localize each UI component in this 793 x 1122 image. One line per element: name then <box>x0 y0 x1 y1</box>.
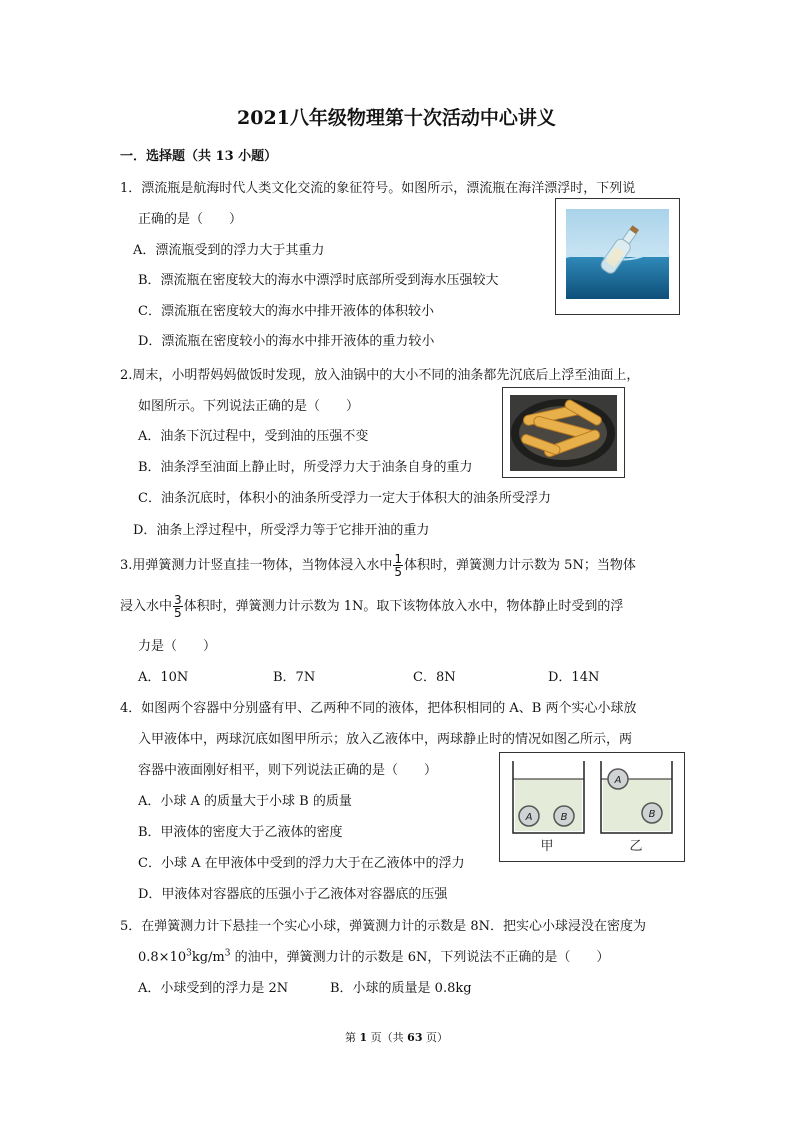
fraction-three-fifths <box>173 594 183 619</box>
containers-figure <box>499 752 685 862</box>
q5-stem-line1: 5．在弹簧测力计下悬挂一个实心小球，弹簧测力计的示数是 8N．把实心小球浸没在密度为 <box>120 919 647 934</box>
fraction-numerator: 1 <box>394 552 403 566</box>
q3-line1-part2: 体积时，弹簧测力计示数为 5N；当物体 <box>404 558 636 573</box>
fraction-denominator: 5 <box>174 606 182 620</box>
q3-line1-part1: 3.用弹簧测力计竖直挂一物体，当物体浸入水中 <box>120 558 393 573</box>
container-label-jia: 甲 <box>540 839 554 854</box>
q3-stem-line1 <box>120 553 636 578</box>
q1-option-d: D．漂流瓶在密度较小的海水中排开液体的重力较小 <box>138 334 435 349</box>
q1-option-b: B．漂流瓶在密度较大的海水中漂浮时底部所受到海水压强较大 <box>138 273 499 288</box>
q2-stem-line2: 如图所示。下列说法正确的是（ ） <box>138 399 360 414</box>
drifting-bottle-image <box>556 199 679 314</box>
q3-option-c: C．8N <box>413 670 456 685</box>
page-footer <box>0 1029 793 1045</box>
fraction-numerator: 3 <box>174 593 182 607</box>
q1-stem-line1: 1．漂流瓶是航海时代人类文化交流的象征符号。如图所示，漂流瓶在海洋漂浮时，下列说 <box>120 181 636 196</box>
q2-stem-line1: 2.周末，小明帮妈妈做饭时发现，放入油锅中的大小不同的油条都先沉底后上浮至油面上， <box>120 368 640 383</box>
q5-exponent: 3 <box>186 948 192 959</box>
q4-stem-line2: 入甲液体中，两球沉底如图甲所示；放入乙液体中，两球静止时的情况如图乙所示，两 <box>138 732 633 747</box>
q3-option-b: B．7N <box>273 670 316 685</box>
q2-option-a: A．油条下沉过程中，受到油的压强不变 <box>138 429 369 444</box>
container-label-yi: 乙 <box>629 839 643 854</box>
fried-dough-image <box>503 388 624 477</box>
q3-option-d: D．14N <box>548 670 600 685</box>
ball-a-label-right: A <box>614 775 622 786</box>
footer-page-number: 1 <box>359 1031 368 1044</box>
q5-unit-exponent: 3 <box>224 948 231 959</box>
q4-option-b: B．甲液体的密度大于乙液体的密度 <box>138 825 343 840</box>
q3-line2-part1: 浸入水中 <box>120 599 173 614</box>
youtiao-figure <box>502 387 625 478</box>
q4-stem-line1: 4．如图两个容器中分别盛有甲、乙两种不同的液体，把体积相同的 A、B 两个实心小球放 <box>120 701 637 716</box>
section-heading: 一．选择题（共 13 小题） <box>120 149 278 164</box>
q5-stem-rest: 的油中，弹簧测力计的示数是 6N，下列说法不正确的是（ ） <box>230 950 610 965</box>
fraction-denominator: 5 <box>394 565 403 579</box>
q2-option-b: B．油条浮至油面上静止时，所受浮力大于油条自身的重力 <box>138 460 473 475</box>
q3-stem-line3: 力是（ ） <box>138 639 217 654</box>
q5-density-value: 0.8×10 <box>138 950 187 965</box>
page-title: 2021八年级物理第十次活动中心讲义 <box>237 107 556 129</box>
q3-stem-line2 <box>120 594 623 619</box>
fraction-one-fifth <box>393 553 403 578</box>
ball-a-label-left: A <box>525 812 533 823</box>
q1-option-a: A．漂流瓶受到的浮力大于其重力 <box>133 243 325 258</box>
q2-option-c: C．油条沉底时，体积小的油条所受浮力一定大于体积大的油条所受浮力 <box>138 491 551 506</box>
bottle-figure <box>555 198 680 315</box>
q1-stem-line2: 正确的是（ ） <box>138 212 243 227</box>
q4-stem-line3: 容器中液面刚好相平，则下列说法正确的是（ ） <box>138 763 438 778</box>
footer-suffix: 页） <box>422 1031 448 1044</box>
q2-option-d: D．油条上浮过程中，所受浮力等于它排开油的重力 <box>133 523 430 538</box>
footer-total-pages: 63 <box>407 1031 423 1044</box>
q5-stem-line2 <box>138 946 609 965</box>
q4-option-a: A．小球 A 的质量大于小球 B 的质量 <box>138 794 352 809</box>
q1-option-c: C．漂流瓶在密度较大的海水中排开液体的体积较小 <box>138 304 434 319</box>
ball-b-label-right: B <box>648 809 656 820</box>
two-containers-diagram <box>500 753 684 861</box>
q5-option-b: B．小球的质量是 0.8kg <box>330 981 472 996</box>
q5-density-unit: kg/m <box>191 950 225 965</box>
q4-option-d: D．甲液体对容器底的压强小于乙液体对容器底的压强 <box>138 887 448 902</box>
q3-option-a: A．10N <box>138 670 189 685</box>
q3-line2-part2: 体积时，弹簧测力计示数为 1N。取下该物体放入水中，物体静止时受到的浮 <box>183 599 624 614</box>
q4-option-c: C．小球 A 在甲液体中受到的浮力大于在乙液体中的浮力 <box>138 856 465 871</box>
ball-b-label-left: B <box>560 812 568 823</box>
footer-middle: 页（共 <box>367 1031 408 1044</box>
q5-option-a: A．小球受到的浮力是 2N <box>138 981 289 996</box>
footer-prefix: 第 <box>345 1031 360 1044</box>
